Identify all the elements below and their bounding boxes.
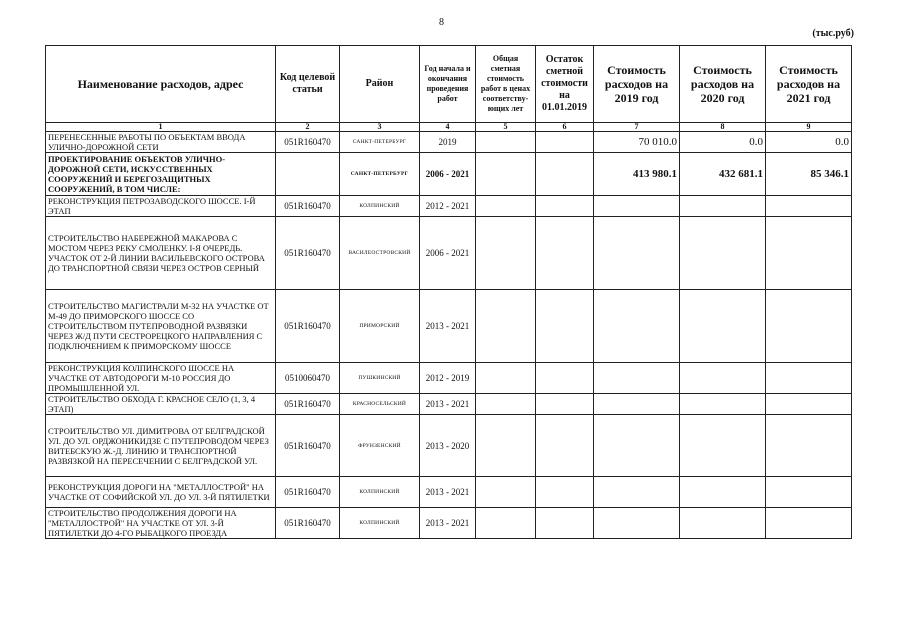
column-index: 8	[680, 123, 766, 132]
district: ПУШКИНСКИЙ	[340, 363, 420, 394]
cost-2019: 70 010.0	[594, 132, 680, 153]
target-code: 051R160470	[276, 477, 340, 508]
cost-2021	[766, 415, 852, 477]
column-index: 7	[594, 123, 680, 132]
target-code: 051R160470	[276, 196, 340, 217]
cost-2020	[680, 508, 766, 539]
expense-name: РЕКОНСТРУКЦИЯ ПЕТРОЗАВОДСКОГО ШОССЕ. I-Й ЭТАП	[46, 196, 276, 217]
cost-2021	[766, 508, 852, 539]
unit-label: (тыс.руб)	[812, 28, 854, 39]
cost-2019: 413 980.1	[594, 153, 680, 196]
cost-2021	[766, 477, 852, 508]
district: КОЛПИНСКИЙ	[340, 196, 420, 217]
header-cost-2020: Стоимость расходов на 2020 год	[680, 46, 766, 123]
table-row	[46, 394, 852, 415]
table-row	[46, 153, 852, 196]
district: ВАСИЛЕОСТРОВСКИЙ	[340, 217, 420, 290]
cost-2020	[680, 394, 766, 415]
total-cost	[476, 290, 536, 363]
work-years: 2013 - 2020	[420, 415, 476, 477]
work-years: 2019	[420, 132, 476, 153]
total-cost	[476, 394, 536, 415]
cost-2021	[766, 363, 852, 394]
district: КОЛПИНСКИЙ	[340, 477, 420, 508]
column-index: 5	[476, 123, 536, 132]
remaining-cost	[536, 363, 594, 394]
cost-2019	[594, 196, 680, 217]
budget-table	[45, 45, 852, 539]
cost-2020	[680, 290, 766, 363]
cost-2020	[680, 415, 766, 477]
cost-2019	[594, 363, 680, 394]
expense-name: СТРОИТЕЛЬСТВО ПРОДОЛЖЕНИЯ ДОРОГИ НА "МЕТАЛЛОСТРОЙ" НА УЧАСТКЕ ОТ УЛ. 3-Й ПЯТИЛЕТКИ ДО 4-ГО РЫБАЦКОГО ПРОЕЗДА	[46, 508, 276, 539]
target-code: 051R160470	[276, 290, 340, 363]
work-years: 2006 - 2021	[420, 153, 476, 196]
target-code: 051R160470	[276, 394, 340, 415]
remaining-cost	[536, 415, 594, 477]
header-years: Год начала и окончания проведения работ	[420, 46, 476, 123]
column-index: 1	[46, 123, 276, 132]
column-index: 9	[766, 123, 852, 132]
cost-2020: 0.0	[680, 132, 766, 153]
table-row	[46, 415, 852, 477]
header-row	[46, 46, 852, 123]
cost-2021	[766, 217, 852, 290]
cost-2021	[766, 394, 852, 415]
cost-2019	[594, 290, 680, 363]
expense-name: СТРОИТЕЛЬСТВО МАГИСТРАЛИ М-32 НА УЧАСТКЕ ОТ М-49 ДО ПРИМОРСКОГО ШОССЕ СО СТРОИТЕЛЬСТВОМ ПУТЕПРОВОДНОЙ РАЗВЯЗКИ ЧЕРЕЗ Ж/Д ПУТИ СЕСТРОРЕЦКОГО НАПРАВЛЕНИЯ С ПОДКЛЮЧЕНИЕМ К ПРИМОРСКОМУ ШОССЕ	[46, 290, 276, 363]
cost-2019	[594, 394, 680, 415]
cost-2020: 432 681.1	[680, 153, 766, 196]
district: ФРУНЗЕНСКИЙ	[340, 415, 420, 477]
remaining-cost	[536, 290, 594, 363]
cost-2019	[594, 217, 680, 290]
work-years: 2006 - 2021	[420, 217, 476, 290]
total-cost	[476, 196, 536, 217]
table-row	[46, 290, 852, 363]
header-name: Наименование расходов, адрес	[46, 46, 276, 123]
total-cost	[476, 153, 536, 196]
cost-2020	[680, 196, 766, 217]
expense-name: РЕКОНСТРУКЦИЯ КОЛПИНСКОГО ШОССЕ НА УЧАСТКЕ ОТ АВТОДОРОГИ М-10 РОССИЯ ДО ПРОМЫШЛЕННОЙ УЛ.	[46, 363, 276, 394]
cost-2020	[680, 217, 766, 290]
expense-name: ПЕРЕНЕСЕННЫЕ РАБОТЫ ПО ОБЪЕКТАМ ВВОДА УЛИЧНО-ДОРОЖНОЙ СЕТИ	[46, 132, 276, 153]
header-code: Код целевой статьи	[276, 46, 340, 123]
district: ПРИМОРСКИЙ	[340, 290, 420, 363]
total-cost	[476, 508, 536, 539]
expense-name: РЕКОНСТРУКЦИЯ ДОРОГИ НА "МЕТАЛЛОСТРОЙ" НА УЧАСТКЕ ОТ СОФИЙСКОЙ УЛ. ДО УЛ. 3-Й ПЯТИЛЕТКИ	[46, 477, 276, 508]
remaining-cost	[536, 508, 594, 539]
total-cost	[476, 363, 536, 394]
district: КОЛПИНСКИЙ	[340, 508, 420, 539]
cost-2021	[766, 196, 852, 217]
remaining-cost	[536, 477, 594, 508]
work-years: 2013 - 2021	[420, 477, 476, 508]
column-index: 3	[340, 123, 420, 132]
cost-2020	[680, 477, 766, 508]
cost-2021	[766, 290, 852, 363]
cost-2020	[680, 363, 766, 394]
table-row	[46, 508, 852, 539]
table-row	[46, 196, 852, 217]
target-code	[276, 153, 340, 196]
remaining-cost	[536, 394, 594, 415]
table-row	[46, 132, 852, 153]
header-total-cost: Общая сметная стоимость работ в ценах соответству-ющих лет	[476, 46, 536, 123]
column-index: 2	[276, 123, 340, 132]
header-remaining: Остаток сметной стоимости на 01.01.2019	[536, 46, 594, 123]
cost-2019	[594, 415, 680, 477]
work-years: 2012 - 2019	[420, 363, 476, 394]
total-cost	[476, 132, 536, 153]
target-code: 051R160470	[276, 217, 340, 290]
header-district: Район	[340, 46, 420, 123]
work-years: 2012 - 2021	[420, 196, 476, 217]
target-code: 051R160470	[276, 132, 340, 153]
remaining-cost	[536, 196, 594, 217]
cost-2021: 0.0	[766, 132, 852, 153]
expense-name: СТРОИТЕЛЬСТВО НАБЕРЕЖНОЙ МАКАРОВА С МОСТОМ ЧЕРЕЗ РЕКУ СМОЛЕНКУ. I-Я ОЧЕРЕДЬ. УЧАСТОК ОТ 2-Й ЛИНИИ ВАСИЛЬЕВСКОГО ОСТРОВА ДО ТРАНСПОРТНОЙ СВЯЗИ ЧЕРЕЗ ОСТРОВ СЕРНЫЙ	[46, 217, 276, 290]
total-cost	[476, 217, 536, 290]
target-code: 051R160470	[276, 508, 340, 539]
target-code: 051R160470	[276, 415, 340, 477]
cost-2019	[594, 477, 680, 508]
expense-name: СТРОИТЕЛЬСТВО УЛ. ДИМИТРОВА ОТ БЕЛГРАДСКОЙ УЛ. ДО УЛ. ОРДЖОНИКИДЗЕ С ПУТЕПРОВОДОМ ЧЕРЕЗ ВИТЕБСКУЮ Ж.-Д. ЛИНИЮ И ТРАНСПОРТНОЙ РАЗВЯЗКОЙ НА ПЕРЕСЕЧЕНИИ С БЕЛГРАДСКОЙ УЛ.	[46, 415, 276, 477]
cost-2019	[594, 508, 680, 539]
table-row	[46, 477, 852, 508]
column-index-row	[46, 123, 852, 132]
page-number: 8	[439, 17, 444, 28]
work-years: 2013 - 2021	[420, 508, 476, 539]
remaining-cost	[536, 132, 594, 153]
expense-name: СТРОИТЕЛЬСТВО ОБХОДА Г. КРАСНОЕ СЕЛО (1, 3, 4 ЭТАП)	[46, 394, 276, 415]
header-cost-2021: Стоимость расходов на 2021 год	[766, 46, 852, 123]
column-index: 4	[420, 123, 476, 132]
column-index: 6	[536, 123, 594, 132]
target-code: 0510060470	[276, 363, 340, 394]
header-cost-2019: Стоимость расходов на 2019 год	[594, 46, 680, 123]
remaining-cost	[536, 217, 594, 290]
cost-2021: 85 346.1	[766, 153, 852, 196]
work-years: 2013 - 2021	[420, 290, 476, 363]
expense-name: ПРОЕКТИРОВАНИЕ ОБЪЕКТОВ УЛИЧНО-ДОРОЖНОЙ СЕТИ, ИСКУССТВЕННЫХ СООРУЖЕНИЙ И БЕРЕГОЗАЩИТНЫХ СООРУЖЕНИЙ, В ТОМ ЧИСЛЕ:	[46, 153, 276, 196]
table-row	[46, 363, 852, 394]
table-row	[46, 217, 852, 290]
work-years: 2013 - 2021	[420, 394, 476, 415]
remaining-cost	[536, 153, 594, 196]
district: САНКТ-ПЕТЕРБУРГ	[340, 153, 420, 196]
total-cost	[476, 477, 536, 508]
total-cost	[476, 415, 536, 477]
district: КРАСНОСЕЛЬСКИЙ	[340, 394, 420, 415]
district: САНКТ-ПЕТЕРБУРГ	[340, 132, 420, 153]
